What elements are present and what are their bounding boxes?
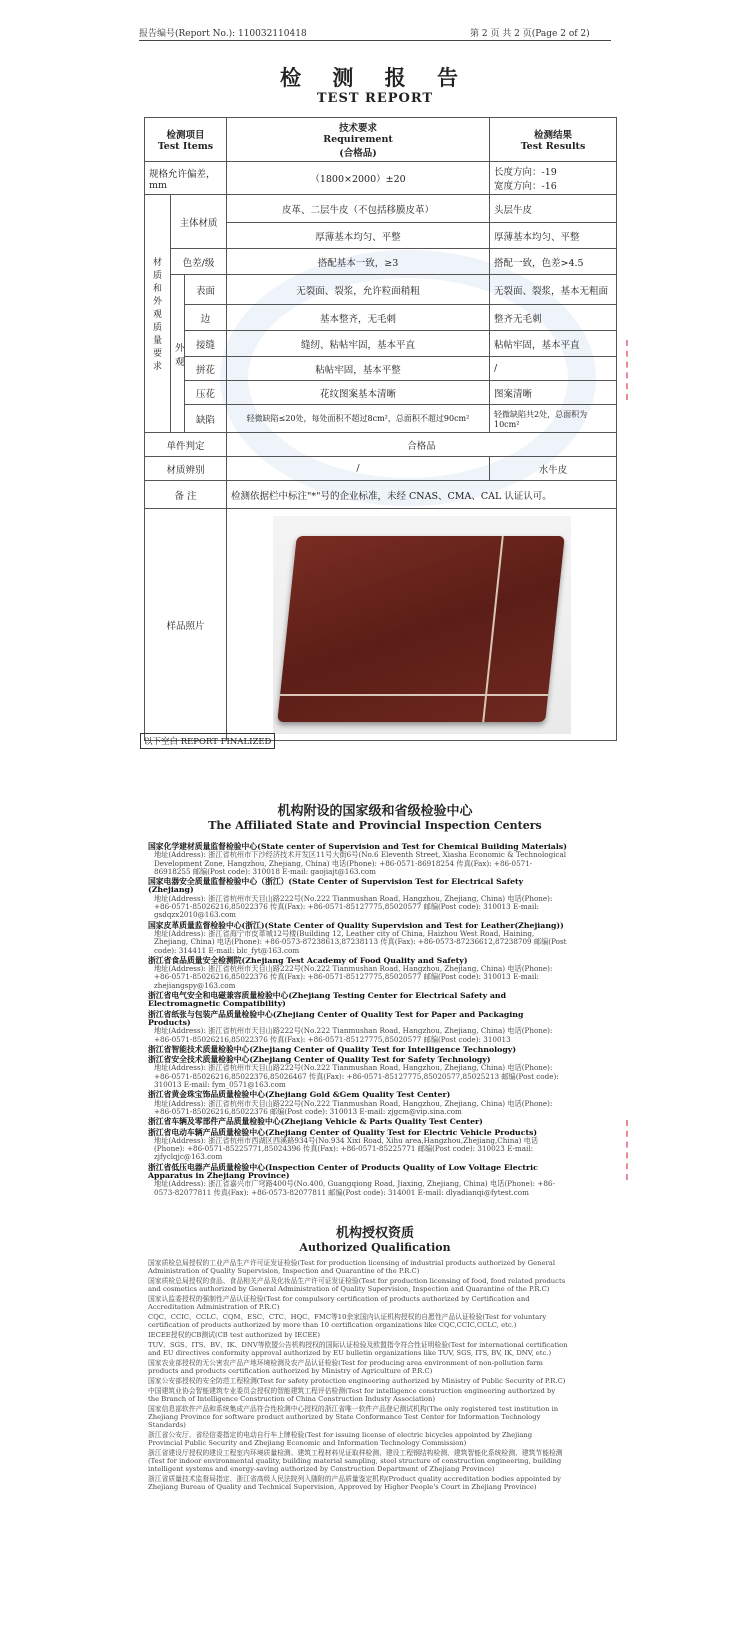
center-name: 国家皮革质量监督检验中心(浙江)(State Center of Quality Supervision and Test for Leather(Zhejiang)) <box>148 920 564 930</box>
inspection-center <box>148 1046 568 1054</box>
remark-text: 检测依据栏中标注"*"号的企业标准，未经 CNAS、CMA、CAL 认证认可。 <box>227 481 617 509</box>
inspection-center <box>148 957 568 990</box>
row-result: 搭配一致，色差>4.5 <box>490 249 617 275</box>
red-stamp-mark <box>626 1120 640 1180</box>
center-detail: 地址(Address): 浙江省杭州市天目山路222号(No.222 Tianmushan Road, Hangzhou, Zhejiang, China) 电话(Phone): +86-0571-85026216,85022376,85026467 传真(Fax): +86-0571-85127775,85020577,85025213 邮编(Post code): 310013 E-mail: fym_0571@163.com <box>154 1063 559 1090</box>
row-item: 色差/级 <box>171 249 227 275</box>
mat-seam-horizontal <box>279 694 547 696</box>
qualification-item: 国家质检总局授权的工业产品生产许可证发证检验(Test for production licensing of industrial products authorized by General Administration of Quality Supervision, Inspection and Quarantine of the P.R.C) <box>148 1259 556 1275</box>
qualification-item: IECEE授权的CB测试(CB test authorized by IECEE) <box>148 1331 321 1339</box>
material-result: 水牛皮 <box>490 457 617 481</box>
qualifications-list <box>148 1259 568 1493</box>
qualification-item: 国家认监委授权的强制性产品认证检验(Test for compulsory certification of products authorized by Certification and Accreditation Administration of P.R.C) <box>148 1295 530 1311</box>
inspection-center <box>148 878 568 919</box>
size-item: 规格允许偏差，mm <box>145 162 227 195</box>
center-detail: 地址(Address): 浙江省杭州市下沙经济技术开发区11号大街6号(No.6 Eleventh Street, Xiasha Economic & Technological Development Zone, Hangzhou, Zhejiang, China) 电话(Phone): +86-0571-86918254 传真(Fax): +86-0571-86918255 邮编(Post code): 310018 E-mail: gaojiajt@163.com <box>154 850 567 876</box>
center-name: 国家电器安全质量监督检验中心（浙江）(State Center of Supervision Test for Electrical Safety (Zhejiang) <box>148 877 524 895</box>
center-name: 浙江省车辆及零部件产品质量检验中心(Zhejiang Vehicle & Parts Quality Test Center) <box>148 1117 483 1127</box>
inspection-center <box>148 1091 568 1116</box>
authorized-title-en: Authorized Qualification <box>299 1241 451 1254</box>
center-detail: 地址(Address): 浙江省杭州市天目山路222号(No.222 Tianmushan Road, Hangzhou, Zhejiang, China) 电话(Phone): +86-0571-85026216,85022376 邮编(Post code): 310013 E-mail: zjgcm@vip.sina.com <box>154 1098 553 1116</box>
center-name: 浙江省电动车辆产品质量检验中心(Zhejiang Center of Quality Test for Electric Vehicle Products) <box>148 1127 538 1137</box>
inspection-center <box>148 992 568 1009</box>
subgroup-label: 外观 <box>171 275 185 433</box>
size-requirement: （1800×2000）±20 <box>227 162 490 195</box>
row-requirement: 搭配基本一致，≥3 <box>227 249 490 275</box>
remark-label: 备 注 <box>145 481 227 509</box>
test-results-table <box>144 117 617 741</box>
row-requirement: 无裂面、裂浆，允许粒面稍粗 <box>227 275 490 305</box>
center-detail: 地址(Address): 浙江省杭州市天目山路222号(No.222 Tianmushan Road, Hangzhou, Zhejiang, China) 电话(Phone): +86-0571-85026216,85022376 传真(Fax): +86-0571-85127775,85020577 邮编(Post code): 310013 E-mail: gsdqzx2010@163.com <box>154 893 553 920</box>
center-name: 国家化学建材质量监督检验中心(State center of Supervision and Test for Chemical Building Materials) <box>148 842 567 851</box>
qualification-item: 国家质检总局授权的食品、食品相关产品及化妆品生产许可证发证检验(Test for production licensing of food, food related products and cosmetics authorized by General Administration of Quality Supervision, Inspection and Quarantine of the P.R.C) <box>148 1277 566 1293</box>
qualification-item: 中国建筑业协会智能建筑专业委员会授权的智能建筑工程评估检测(Test for intelligence construction engineering authorized by the Branch of Intelligence Construction of China Construction Industy Association) <box>148 1387 556 1403</box>
col-header-items: 检测项目 Test Items <box>145 118 227 162</box>
row-result: 厚薄基本均匀、平整 <box>490 223 617 249</box>
center-name: 浙江省电气安全和电磁兼容质量检验中心(Zhejiang Testing Center for Electrical Safety and Electromagnetic Compatibility) <box>148 991 507 1009</box>
row-result: 粘帖牢固，基本平直 <box>490 331 617 357</box>
center-name: 浙江省黄金珠宝饰品质量检验中心(Zhejiang Gold &Gem Quality Test Center) <box>148 1090 451 1100</box>
row-requirement: 轻微缺陷≤20处，每处面积不超过8cm²，总面积不超过90cm² <box>227 405 490 433</box>
sample-photo-cell <box>227 509 617 741</box>
qualification-item: 浙江省质量技术监督局指定、浙江省高级人民法院列入随附的产品质量鉴定机构(Product quality accreditation bodies appointed by Zhejiang Bureau of Quality and Technical Supervision, Approved by Higher People's Court in Zhejiang Province) <box>148 1475 562 1491</box>
row-result: 轻微缺陷共2处，总面积为10cm² <box>490 405 617 433</box>
center-name: 浙江省安全技术质量检验中心(Zhejiang Center of Quality Test for Safety Technology) <box>148 1055 491 1065</box>
leather-mat-image <box>277 536 565 722</box>
red-stamp-mark <box>626 340 640 400</box>
photo-label: 样品照片 <box>145 509 227 741</box>
row-result: 头层牛皮 <box>490 195 617 223</box>
row-requirement: 基本整齐，无毛刺 <box>227 305 490 331</box>
row-requirement: 粘帖牢固，基本平整 <box>227 357 490 381</box>
inspection-center <box>148 843 568 876</box>
inspection-center <box>148 1118 568 1126</box>
row-item: 接缝 <box>185 331 227 357</box>
row-item: 主体材质 <box>171 195 227 249</box>
sample-photo <box>273 516 571 734</box>
row-requirement: 厚薄基本均匀、平整 <box>227 223 490 249</box>
qualification-item: CQC、CCIC、CCLC、CQM、ESC、CTC、HQC、FMC等10余家国内认证机构授权的自愿性产品认证检验(Test for voluntary certification of products authorized by more than 10 certification organizations like CQC,CCIC,CCLC, etc.) <box>148 1313 547 1329</box>
inspection-center <box>148 922 568 955</box>
inspection-centers-list <box>148 843 568 1199</box>
qualification-item: 浙江省建设厅授权的建设工程室内环境质量检测、建筑工程材料见证取样检测、建设工程钢结构检测、建筑智能化系统检测、建筑节能检测(Test for indoor environmental quality, building material sampling, steel structure of construction engineering, building intelligent systems and energy-saving authorized by Construction Department of Zhejiang Province) <box>148 1449 563 1473</box>
material-requirement: / <box>227 457 490 481</box>
qualification-item: 国家公安部授权的安全防范工程检测(Test for safety protection engineering authorized by Ministry of Public Security of P.R.C) <box>148 1377 566 1385</box>
verdict-value: 合格品 <box>227 433 617 457</box>
center-detail: 地址(Address): 浙江省嘉兴市广穹路400号(No.400, Guangqiong Road, Jiaxing, Zhejiang, China) 电话(Phone): +86-0573-82077811 传真(Fax): +86-0573-82077811 邮编(Post code): 314001 E-mail: dlyadianqi@fytest.com <box>154 1179 555 1197</box>
page-info: 第 2 页 共 2 页(Page 2 of 2) <box>470 29 590 39</box>
row-result: / <box>490 357 617 381</box>
qualification-item: 浙江省公安厅、省经信委指定的电动自行车上牌检验(Test for issuing license of electric bicycles appointed by Zhejiang Provincial Public Security and Zhejiang Economic and Information Technology Commission) <box>148 1431 533 1447</box>
inspection-center <box>148 1011 568 1044</box>
qualification-item: 国家信息部软件产品和系统集成产品符合性检测中心授权的浙江省唯一软件产品登记测试机构(The only registered test institution in Zhejiang Province for software product authorized by State Conformance Test Center for Information Technology Standards) <box>148 1405 559 1429</box>
affiliated-title-cn: 机构附设的国家级和省级检验中心 <box>277 804 473 819</box>
row-item: 表面 <box>185 275 227 305</box>
row-result: 无裂面、裂浆，基本无粗面 <box>490 275 617 305</box>
row-item: 边 <box>185 305 227 331</box>
size-result: 长度方向：-19 宽度方向：-16 <box>490 162 617 195</box>
row-requirement: 花纹图案基本清晰 <box>227 381 490 405</box>
center-detail: 地址(Address): 浙江省杭州市天目山路222号(No.222 Tianmushan Road, Hangzhou, Zhejiang, China) 电话(Phone): +86-0571-85026216,85022376 传真(Fax): +86-0571-85127775,85020577 邮编(Post code): 310013 <box>154 1026 553 1044</box>
header-divider <box>139 40 611 41</box>
qualification-item: TUV、SGS、ITS、BV、IK、DNV等欧盟公告机构授权的国际认证检验及欧盟指令符合性证明检验(Test for international certification and EU directives conformity approval authorized by EU bulletin organizations like TUV, SGS, ITS, BV, IK, DNV, etc.) <box>148 1341 568 1357</box>
row-requirement: 皮革、二层牛皮（不包括移膜皮革） <box>227 195 490 223</box>
authorized-title-cn: 机构授权资质 <box>335 1226 414 1241</box>
row-item: 压花 <box>185 381 227 405</box>
report-number: 报告编号(Report No.): 11003211041​8 <box>139 29 307 39</box>
report-title-en: TEST REPORT <box>316 91 434 106</box>
report-title-cn: 检 测 报 告 <box>280 65 470 90</box>
col-header-requirement: 技术要求 Requirement (合格品) <box>227 118 490 162</box>
qualification-item: 国家农业部授权的无公害农产品产地环境检测及农产品认证检验(Test for producing area environment of non-pollution farm products and products certification authorized by Ministry of Agriculture of P.R.C) <box>148 1359 543 1375</box>
inspection-center <box>148 1129 568 1162</box>
row-result: 整齐无毛刺 <box>490 305 617 331</box>
center-detail: 地址(Address): 浙江省海宁市皮革城12号楼(Building 12, Leather city of China, Haizhou West Road, Haining, Zhejiang, China) 电话(Phone): +86-0573-87238613,87238113 传真(Fax): +86-0573-87236612,87238709 邮编(Post code): 314411 E-mail: blc_fyt@163.com <box>154 928 567 955</box>
center-name: 浙江省纸张与包装产品质量检验中心(Zhejiang Center of Quality Test for Paper and Packaging Products) <box>148 1009 524 1027</box>
center-name: 浙江省食品质量安全检测院(Zhejiang Test Academy of Food Quality and Safety) <box>148 955 468 965</box>
row-item: 拼花 <box>185 357 227 381</box>
inspection-center <box>148 1056 568 1089</box>
col-header-results: 检测结果 Test Results <box>490 118 617 162</box>
row-result: 图案清晰 <box>490 381 617 405</box>
center-name: 浙江省智能技术质量检验中心(Zhejiang Center of Quality Test for Intelligence Technology) <box>148 1044 517 1054</box>
report-finalized-label: 以下空白 REPORT FINALIZED <box>140 733 275 749</box>
verdict-item: 单件判定 <box>145 433 227 457</box>
center-name: 浙江省低压电器产品质量检验中心(Inspection Center of Products Quality of Low Voltage Electric Apparatus in Zhejiang Province) <box>148 1162 538 1180</box>
material-item: 材质辨别 <box>145 457 227 481</box>
inspection-center <box>148 1164 568 1197</box>
center-detail: 地址(Address): 浙江省杭州市天目山路222号(No.222 Tianmushan Road, Hangzhou, Zhejiang, China) 电话(Phone): +86-0571-85026216,85022376 传真(Fax): +86-0571-85127775,85020577 邮编(Post code): 310013 E-mail: zhejiangspy@163.com <box>154 964 553 990</box>
center-detail: 地址(Address): 浙江省杭州市西湖区西溪路934号(No.934 Xixi Road, Xihu area,Hangzhou,Zhejiang,China) 电话(Phone): +86-0571-85225771,85024396 传真(Fax): +86-0571-85225771 邮编(Post code): 310023 E-mail: zjfyclqjc@163.com <box>154 1135 539 1162</box>
group-label: 材质和外观质量要求 <box>145 195 171 433</box>
affiliated-title-en: The Affiliated State and Provincial Inspection Centers <box>208 819 542 832</box>
row-item: 缺陷 <box>185 405 227 433</box>
row-requirement: 缝纫、粘帖牢固，基本平直 <box>227 331 490 357</box>
